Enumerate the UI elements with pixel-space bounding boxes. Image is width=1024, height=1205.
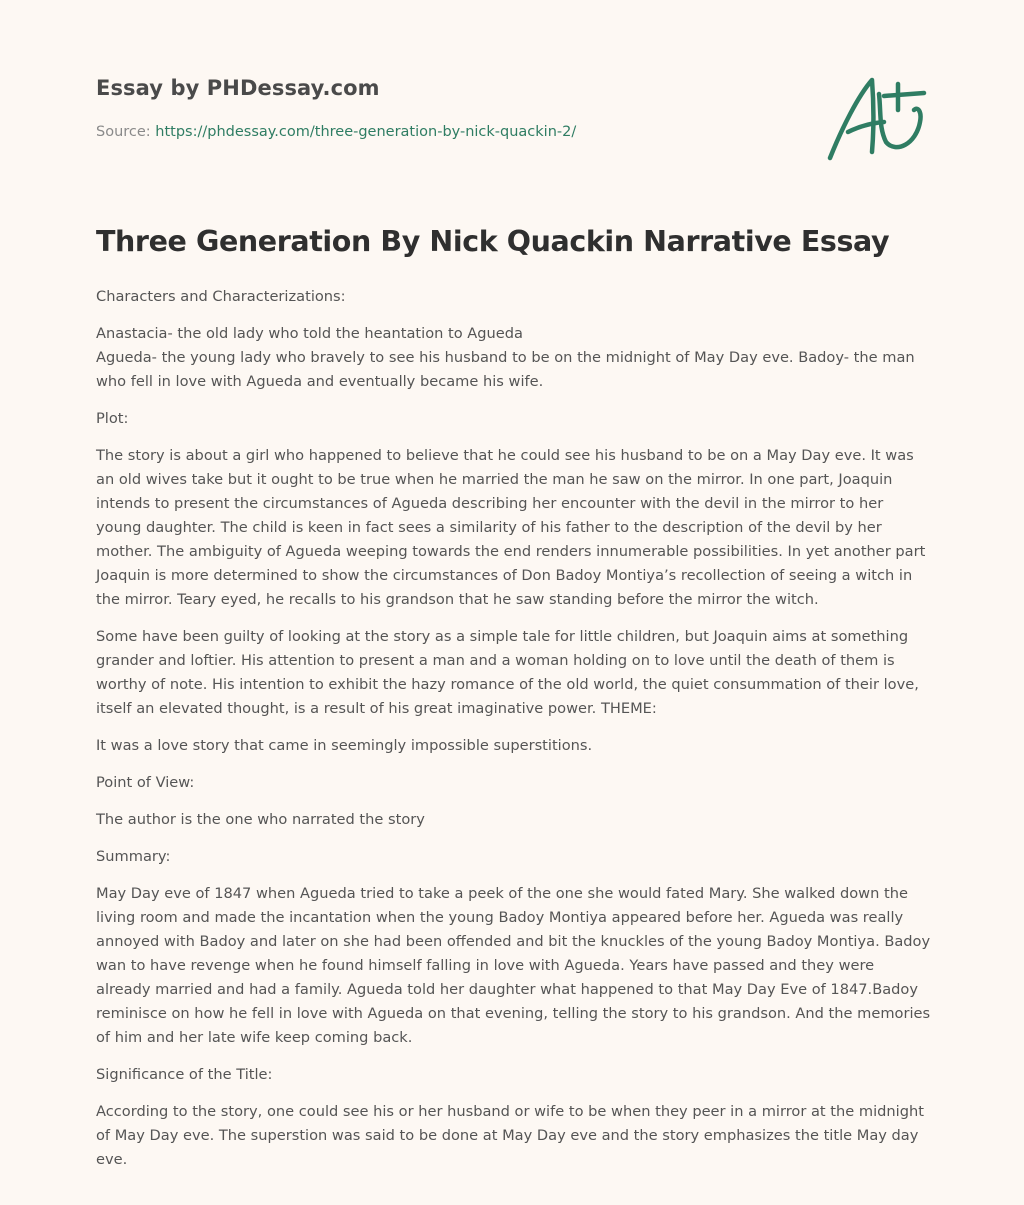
paragraph: Point of View: [96, 774, 195, 791]
paragraph: Anastacia- the old lady who told the heantation to Agueda [96, 325, 523, 342]
paragraph: According to the story, one could see his or her husband or wife to be when they peer in a mirror at the midnight of May Day eve. The superstion was said to be done at May Day eve and the story emphasizes the title May day eve. [96, 1103, 924, 1168]
page-title: Three Generation By Nick Quackin Narrative Essay [96, 225, 890, 258]
site-brand: Essay by PHDessay.com [96, 76, 380, 100]
paragraph: May Day eve of 1847 when Agueda tried to take a peek of the one she would fated Mary. She walked down the living room and made the incantation when the young Badoy Montiya appeared before her. Agueda was really annoyed with Badoy and later on she had been offended and bit the knuckles of the young Badoy Montiya. Badoy wan to have revenge when he found himself falling in love with Agueda. Years have passed and they were already married and had a family. Agueda told her daughter what happened to that May Day Eve of 1847.Badoy reminisce on how he fell in love with Agueda on that evening, telling the story to his grandson. And the memories of him and her late wife keep coming back. [96, 885, 931, 1046]
paragraph: It was a love story that came in seemingly impossible superstitions. [96, 737, 593, 754]
source-link[interactable]: https://phdessay.com/three-generation-by-nick-quackin-2/ [155, 124, 577, 140]
paragraph: Agueda- the young lady who bravely to see his husband to be on the midnight of May Day eve. Badoy- the man who fell in love with Agueda and eventually became his wife. [96, 349, 915, 390]
paragraph: Summary: [96, 848, 171, 865]
paragraph: The author is the one who narrated the story [96, 811, 425, 828]
paragraph: Characters and Characterizations: [96, 288, 346, 305]
paragraph: Significance of the Title: [96, 1066, 273, 1083]
source-line [96, 124, 576, 140]
source-label: Source: [96, 124, 151, 140]
a-plus-logo-icon [822, 66, 930, 166]
essay-body [96, 285, 932, 1185]
paragraph: Plot: [96, 410, 129, 427]
paragraph: The story is about a girl who happened to believe that he could see his husband to be on a May Day eve. It was an old wives take but it ought to be true when he married the man he saw on the mirror. In one part, Joaquin intends to present the circumstances of Agueda describing her encounter with the devil in the mirror to her young daughter. The child is keen in fact sees a similarity of his father to the description of the devil by her mother. The ambiguity of Agueda weeping towards the end renders innumerable possibilities. In yet another part Joaquin is more determined to show the circumstances of Don Badoy Montiya’s recollection of seeing a witch in the mirror. Teary eyed, he recalls to his grandson that he saw standing before the mirror the witch. [96, 447, 926, 608]
paragraph: Some have been guilty of looking at the story as a simple tale for little children, but Joaquin aims at something grander and loftier. His attention to present a man and a woman holding on to love until the death of them is worthy of note. His intention to exhibit the hazy romance of the old world, the quiet consummation of their love, itself an elevated thought, is a result of his great imaginative power. THEME: [96, 628, 919, 717]
